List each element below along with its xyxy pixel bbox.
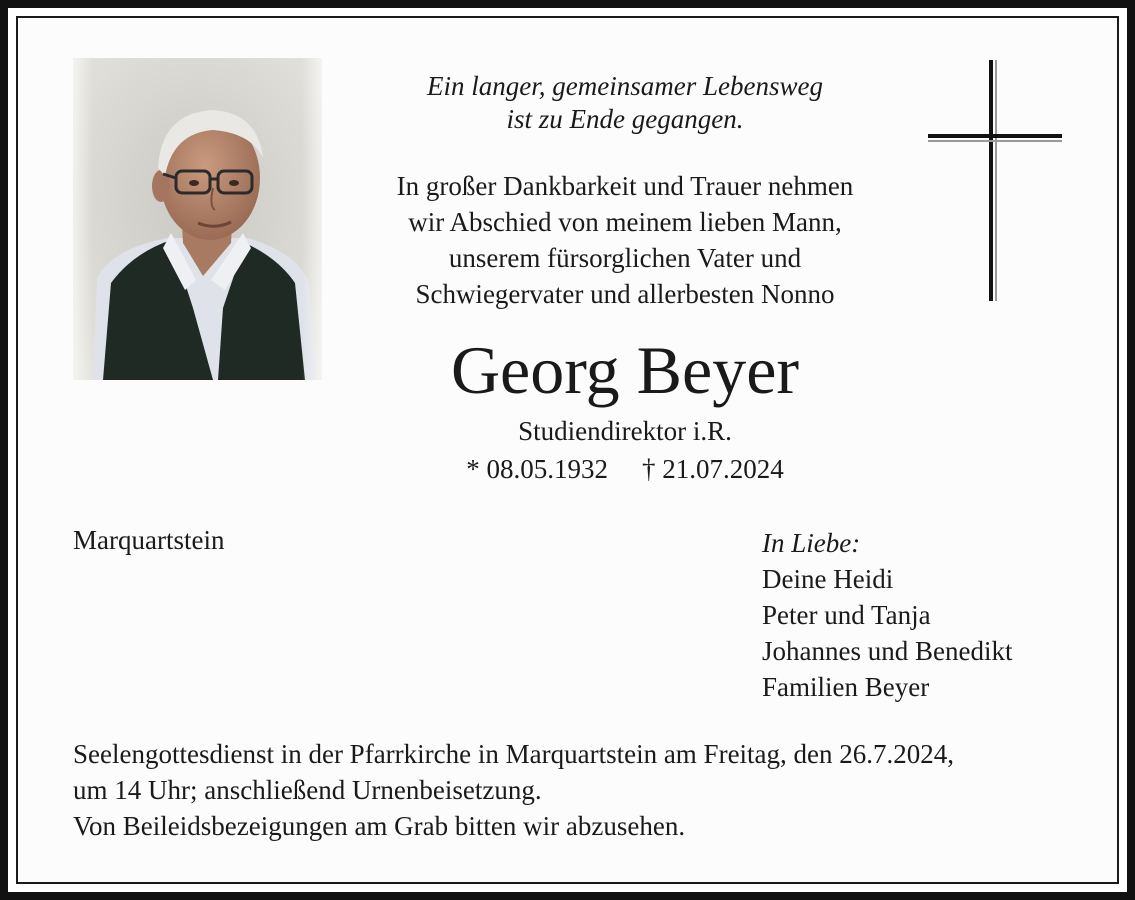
cross-icon (925, 58, 1065, 303)
birth-date: * 08.05.1932 (466, 454, 608, 484)
mourners-list (762, 525, 1012, 705)
mourner-name: Deine Heidi (762, 564, 894, 594)
portrait-photo (73, 58, 322, 380)
portrait-image (73, 58, 322, 380)
deceased-name: Georg Beyer (450, 332, 800, 408)
mourner-name: Johannes und Benedikt (762, 636, 1013, 666)
dedication-line: wir Abschied von meinem lieben Mann, (408, 207, 842, 237)
service-line: Seelengottesdienst in der Pfarrkirche in Marquartstein am Freitag, den 26.7.2024, (73, 739, 955, 769)
mourner-name: Familien Beyer (762, 672, 930, 702)
dedication-text (340, 168, 910, 312)
dedication-line: In großer Dankbarkeit und Trauer nehmen (396, 171, 854, 201)
mourners-heading: In Liebe: (762, 528, 861, 558)
life-dates (340, 452, 910, 486)
service-line: um 14 Uhr; anschließend Urnenbeisetzung. (73, 775, 542, 805)
dedication-line: unserem fürsorglichen Vater und (448, 243, 802, 273)
dedication-line: Schwiegervater und allerbesten Nonno (415, 279, 835, 309)
service-line: Von Beileidsbezeigungen am Grab bitten wir abzusehen. (73, 811, 686, 841)
intro-line: Ein langer, gemeinsamer Lebensweg (427, 71, 823, 101)
service-info (73, 736, 1073, 844)
death-date: † 21.07.2024 (642, 454, 784, 484)
intro-verse (340, 70, 910, 136)
intro-line: ist zu Ende gegangen. (506, 104, 744, 134)
place-name: Marquartstein (73, 525, 225, 555)
mourner-name: Peter und Tanja (762, 600, 931, 630)
deceased-title: Studiendirektor i.R. (518, 416, 732, 446)
